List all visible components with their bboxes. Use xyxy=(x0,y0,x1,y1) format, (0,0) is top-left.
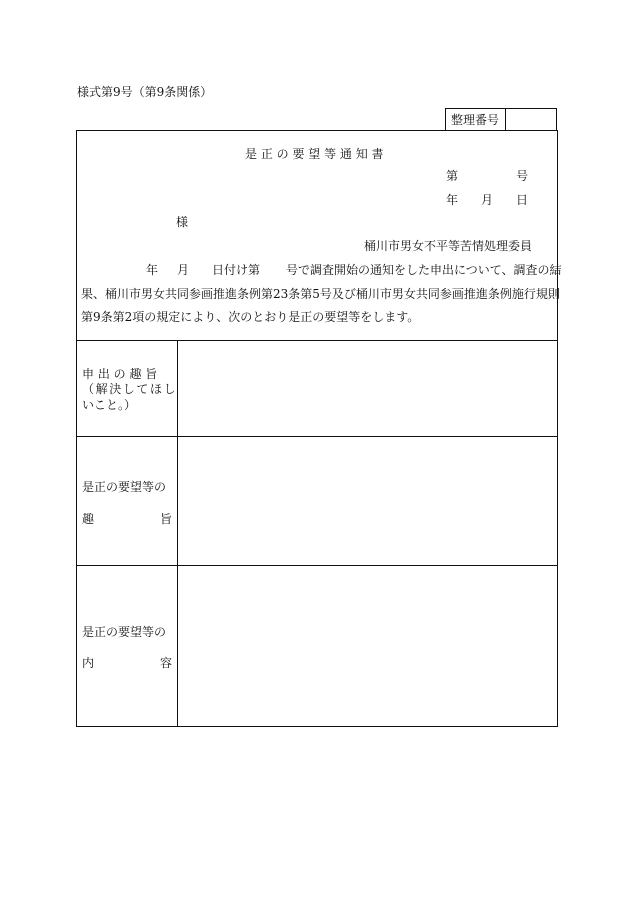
reference-number-label: 整理番号 xyxy=(451,113,500,127)
reference-divider xyxy=(505,108,506,131)
body-line2: 果、桶川市男女共同参画推進条例第23条第5号及び桶川市男女共同参画推進条例施行規則 xyxy=(81,287,560,301)
body-year: 年 xyxy=(146,263,159,277)
row1-label-text: 申 出 の 趣 旨 xyxy=(82,367,158,381)
body-line1-rest: 号で調査開始の通知をした申出について、調査の結 xyxy=(286,263,562,277)
document-title: 是 正 の 要 望 等 通 知 書 xyxy=(245,147,384,161)
row2-label-right: 旨 xyxy=(160,512,173,526)
date-year-label: 年 xyxy=(446,193,459,207)
date-month-label: 月 xyxy=(481,193,494,207)
addressee-suffix: 様 xyxy=(176,215,189,229)
body-month: 月 xyxy=(177,263,190,277)
row-divider-2 xyxy=(76,436,558,437)
row1-label-line2: （解決してほし xyxy=(82,382,178,396)
label-column-divider xyxy=(177,340,178,727)
number-suffix: 号 xyxy=(516,169,529,183)
date-day-label: 日 xyxy=(516,193,529,207)
correction-purpose-field[interactable] xyxy=(179,438,556,564)
row1-label-line1 xyxy=(82,367,170,381)
request-purpose-field[interactable] xyxy=(179,342,556,435)
row1-label-line3: いこと。） xyxy=(82,398,137,412)
row2-label-line1: 是正の要望等の xyxy=(82,480,167,494)
sender-name: 桶川市男女不平等苦情処理委員 xyxy=(364,239,533,253)
row-divider-3 xyxy=(76,565,558,566)
body-line3: 第9条第2項の規定により、次のとおり是正の要望等をします。 xyxy=(81,310,420,324)
row3-label-left: 内 xyxy=(82,656,95,670)
row3-label-right: 容 xyxy=(160,656,173,670)
correction-content-field[interactable] xyxy=(179,567,556,725)
body-line1-mid: 日付け第 xyxy=(212,263,261,277)
number-field[interactable] xyxy=(462,166,512,184)
number-prefix: 第 xyxy=(446,169,459,183)
reference-number-field[interactable] xyxy=(507,109,556,130)
form-number-label: 様式第9号（第9条関係） xyxy=(77,85,213,99)
row3-label-line1: 是正の要望等の xyxy=(82,625,167,639)
row2-label-left: 趣 xyxy=(82,512,95,526)
row-divider-1 xyxy=(76,340,558,341)
addressee-field[interactable] xyxy=(80,210,172,230)
